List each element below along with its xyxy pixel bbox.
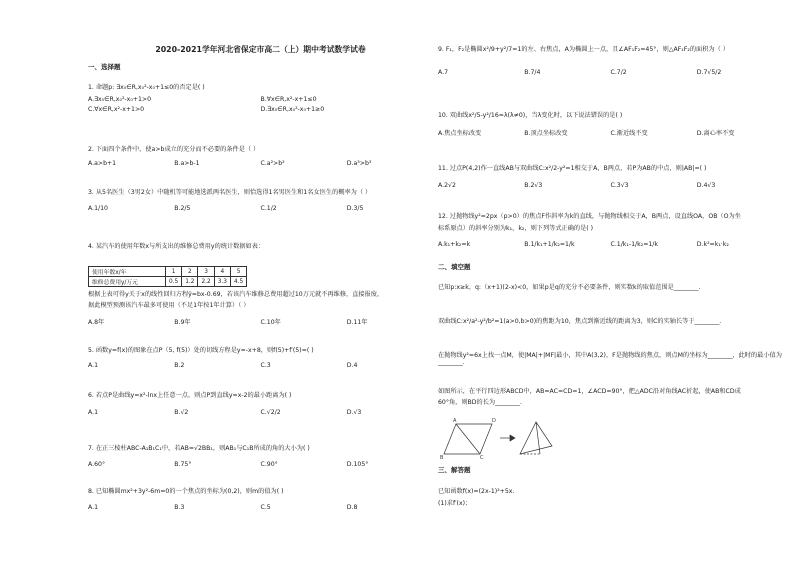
fill-15: 在抛物线y²=6x上找一点M，使|MA|+|MF|最小，其中A(3,2)，F是抛物线的焦点，则点M的坐标为________，此时的最小值为________. — [438, 352, 782, 366]
fig-label-b: B — [440, 455, 444, 460]
question-5-option-a: A.1 — [88, 362, 99, 369]
fig-label-a: A — [453, 418, 457, 424]
question-1 — [88, 82, 433, 113]
question-6 — [88, 390, 433, 416]
question-3-option-d: D.3/5 — [346, 205, 364, 212]
question-7-stem: 7. 在正三棱柱ABC-A₁B₁C₁中，若AB=√2BB₁，则AB₁与C₁B所成的角的大小为( ) — [88, 445, 310, 452]
question-1-stem: 1. 命题p: ∃x₀∈R,x₀²-x₀+1≤0的否定是( ) — [88, 84, 205, 91]
question-6-option-d: D.√3 — [346, 409, 362, 416]
question-6-option-c: C.√2/2 — [260, 409, 281, 416]
question-6-option-a: A.1 — [88, 409, 99, 416]
fill-16-line-2: 60°角，则BD的长为________. — [438, 399, 522, 406]
question-4-option-d: D.11年 — [346, 319, 368, 326]
question-12-option-b: B.1/k₁+1/k₂=1/k — [524, 241, 575, 248]
fill-16 — [438, 386, 783, 406]
question-12-option-a: A.k₁+k₂=k — [438, 241, 471, 248]
question-4-stem: 4. 某汽车的使用年数x与所支出的维修总费用y的统计数据如表： — [88, 243, 265, 250]
question-4-table — [88, 266, 247, 287]
fill-13: 已知p:x≥k，q:（x+1)(2-x)<0，如果p是q的充分不必要条件，则实数k的取值范围是________. — [438, 284, 701, 291]
question-1-option-d: D.∃x₀∈R,x₀²-x₀+1≥0 — [260, 106, 325, 113]
question-3-stem: 3. 从5名医生（3男2女）中随机等可能地选派两名医生，则恰选得1名男医生和1名女医生的概率为（ ） — [88, 189, 372, 196]
question-1-option-a: A.∃x₀∈R,x₀²-x₀+1>0 — [88, 96, 152, 103]
table-cell: 4.5 — [230, 277, 246, 287]
question-2-option-d: D.a³>b³ — [346, 160, 372, 167]
question-3-option-a: A.1/10 — [88, 205, 108, 212]
table-cell: 3.3 — [214, 277, 230, 287]
solve-17-stem: 已知函数f(x)=(2x-1)²+5x. — [438, 488, 515, 495]
question-10-option-a: A.焦点坐标改变 — [438, 130, 482, 137]
table-cell: 3 — [198, 267, 214, 277]
question-5-option-d: D.4 — [346, 362, 358, 369]
question-2-option-a: A.a>b+1 — [88, 160, 117, 167]
question-2 — [88, 144, 433, 167]
question-11-stem: 11. 过点P(4,2)作一直线AB与双曲线C:x²/2-y²=1相交于A，B两点，若P为AB的中点，则|AB|=( ) — [438, 165, 707, 172]
question-11-option-a: A.2√2 — [438, 182, 456, 189]
question-7-option-d: D.105° — [346, 461, 369, 468]
question-1-option-c: C.∀x∈R,x²-x+1>0 — [88, 106, 145, 113]
table-cell: 使用年数x/年 — [89, 267, 166, 277]
fig-label-d: D — [492, 418, 496, 424]
table-row — [89, 277, 247, 287]
question-9 — [438, 44, 783, 76]
solve-17-part-1: (1)求f′(x)； — [438, 500, 472, 507]
question-8-option-a: A.1 — [88, 504, 99, 511]
question-9-option-c: C.7/2 — [610, 69, 627, 76]
page-title: 2020-2021学年河北省保定市高二（上）期中考试数学试卷 — [155, 45, 366, 54]
question-4 — [88, 241, 433, 326]
question-7-option-b: B.75° — [174, 461, 192, 468]
question-10 — [438, 110, 783, 137]
question-1-option-b: B.∀x∈R,x²-x+1≤0 — [260, 96, 317, 103]
question-6-stem: 6. 若点P是曲线y=x²-lnx上任意一点，则点P到直线y=x-2的最小距离为( ) — [88, 392, 292, 399]
parallelogram-figure — [440, 416, 560, 460]
question-2-option-c: C.a²>b² — [260, 160, 285, 167]
question-4-text-1: 根据上表可得y关于x的线性回归方程ŷ=bx-0.69，若该汽车维修总费用超过10万元就不再维修，直接报废， — [88, 291, 384, 298]
question-2-stem: 2. 下面四个条件中，使a>b成立的充分而不必要的条件是（ ） — [88, 146, 260, 153]
question-11-option-d: D.4√3 — [696, 182, 716, 189]
fill-16-line-1: 如图所示，在平行四边形ABCD中，AB=AC=CD=1，∠ACD=90°，把△ADC沿对角线AC折起，使AB和CD成 — [438, 388, 741, 395]
section-fill: 二、填空题 — [438, 263, 471, 271]
question-8-option-d: D.8 — [346, 504, 358, 511]
folded-shape — [520, 422, 552, 454]
table-row — [89, 267, 247, 277]
table-cell: 1.2 — [182, 277, 198, 287]
question-12-stem-2: 标系原点）的斜率分别为k₁，k₂，则下列等式正确的是( ) — [438, 225, 594, 232]
diagonal-ac — [456, 424, 480, 454]
question-8-option-c: C.5 — [260, 504, 271, 511]
arrow-icon — [510, 435, 515, 441]
question-4-option-a: A.8年 — [88, 319, 105, 326]
table-cell: 2.2 — [198, 277, 214, 287]
table-cell: 维修总费用y/万元 — [89, 277, 166, 287]
question-9-stem: 9. F₁，F₂是椭圆x²/9+y²/7=1的左、右焦点，A为椭圆上一点，且∠AF₁F₂=45°，则△AF₁F₂的面积为（ ） — [438, 46, 729, 53]
question-5-option-c: C.3 — [260, 362, 271, 369]
question-11-option-c: C.3√3 — [610, 182, 629, 189]
question-10-option-b: B.顶点坐标改变 — [524, 130, 568, 137]
question-12-option-d: D.k²=k₁·k₂ — [696, 241, 729, 248]
question-6-option-b: B.√2 — [174, 409, 189, 416]
question-7-option-a: A.60° — [88, 461, 106, 468]
question-10-option-c: C.渐近线不变 — [610, 130, 648, 137]
question-12-stem-1: 12. 过抛物线y²=2px（p>0）的焦点F作斜率为k的直线，与抛物线相交于A，B两点，设直线OA，OB（O为坐 — [438, 213, 741, 220]
question-4-text-2: 据此模型预测该汽车最多可使用（不足1年按1年计算）（ ） — [88, 302, 250, 309]
question-10-stem: 10. 双曲线x²/5-y²/16=λ(λ≠0)，当λ变化时，以下说法错误的是( ) — [438, 112, 623, 119]
question-5-stem: 5. 函数y=f(x)的图象在点P（5, f(5)）处的切线方程是y=-x+8，则f(5)+f′(5)=( ) — [88, 347, 314, 354]
table-cell: 0.5 — [166, 277, 182, 287]
fill-14: 双曲线C:x²/a²-y²/b²=1(a>0,b>0)的焦距为10，焦点到渐近线的距离为3，则C的实轴长等于________. — [438, 318, 722, 325]
question-7 — [88, 443, 433, 468]
question-7-option-c: C.90° — [260, 461, 278, 468]
question-9-option-d: D.7√5/2 — [696, 69, 722, 76]
question-11 — [438, 163, 783, 189]
section-choice: 一、选择题 — [88, 63, 121, 71]
question-3-option-c: C.1/2 — [260, 205, 277, 212]
question-4-option-c: C.10年 — [260, 319, 281, 326]
section-solve: 三、解答题 — [438, 466, 471, 474]
question-2-option-b: B.a>b-1 — [174, 160, 200, 167]
question-9-option-a: A.7 — [438, 69, 449, 76]
question-10-option-d: D.离心率不变 — [696, 130, 735, 137]
question-12 — [438, 211, 783, 248]
question-5-option-b: B.2 — [174, 362, 185, 369]
question-4-option-b: B.9年 — [174, 319, 191, 326]
table-cell: 2 — [182, 267, 198, 277]
question-5 — [88, 345, 433, 369]
question-8-option-b: B.3 — [174, 504, 185, 511]
question-12-option-c: C.1/k₁-1/k₂=1/k — [610, 241, 658, 248]
question-3 — [88, 187, 433, 212]
table-cell: 4 — [214, 267, 230, 277]
question-8 — [88, 486, 433, 511]
question-3-option-b: B.2/5 — [174, 205, 191, 212]
fig-label-c: C — [480, 455, 484, 460]
question-8-stem: 8. 已知椭圆mx²+3y²-6m=0的一个焦点的坐标为(0,2)，则m的值为( ) — [88, 488, 284, 495]
table-cell: 1 — [166, 267, 182, 277]
table-cell: 5 — [230, 267, 246, 277]
question-9-option-b: B.7/4 — [524, 69, 541, 76]
question-11-option-b: B.2√3 — [524, 182, 543, 189]
